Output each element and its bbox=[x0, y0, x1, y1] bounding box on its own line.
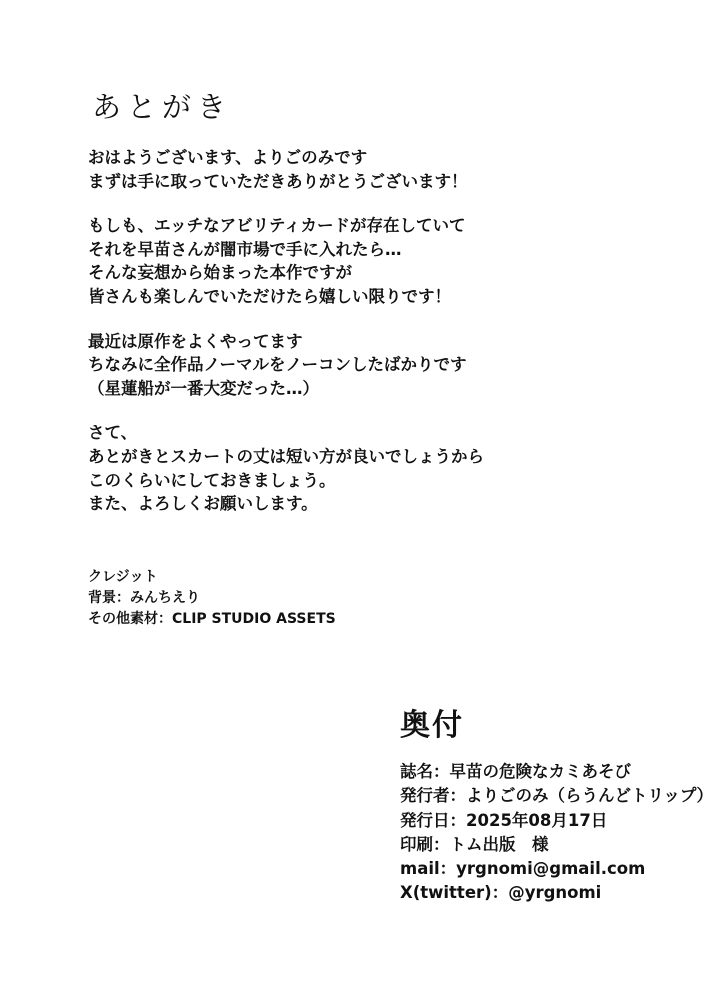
colophon-title: 奥付 bbox=[400, 708, 464, 743]
afterword-paragraph-2 bbox=[88, 214, 648, 308]
afterword-line: 皆さんも楽しんでいただけたら嬉しい限りです！ bbox=[88, 286, 451, 306]
afterword-line: それを早苗さんが闇市場で手に入れたら… bbox=[88, 239, 402, 259]
afterword-line: そんな妄想から始まった本作ですが bbox=[88, 263, 352, 283]
colophon-mail: mail：yrgnomi@gmail.com bbox=[400, 859, 646, 879]
afterword-line: このくらいにしておきましょう。 bbox=[88, 470, 336, 490]
credits-section bbox=[88, 567, 336, 630]
colophon-publisher: 発行者：よりごのみ（らうんどトリップ） bbox=[400, 786, 714, 806]
colophon-publish-date: 発行日：2025年08月17日 bbox=[400, 810, 608, 830]
afterword-paragraph-3 bbox=[88, 330, 648, 401]
afterword-line: （星蓮船が一番大変だった…） bbox=[88, 378, 319, 398]
afterword-body bbox=[88, 146, 648, 537]
afterword-line: あとがきとスカートの丈は短い方が良いでしょうから bbox=[88, 446, 484, 466]
colophon-book-title: 誌名：早苗の危険なカミあそび bbox=[400, 762, 631, 781]
colophon-section bbox=[400, 706, 713, 906]
afterword-line: おはようございます、よりごのみです bbox=[88, 148, 368, 167]
afterword-paragraph-1 bbox=[88, 146, 648, 193]
colophon-printer: 印刷：トム出版 様 bbox=[400, 834, 549, 854]
afterword-line: ちなみに全作品ノーマルをノーコンしたばかりです bbox=[88, 355, 467, 375]
afterword-title: あとがき bbox=[92, 90, 233, 124]
credit-background: 背景：みんちえり bbox=[88, 590, 200, 606]
afterword-paragraph-4 bbox=[88, 421, 648, 515]
afterword-line: また、よろしくお願いします。 bbox=[88, 494, 318, 514]
afterword-line: 最近は原作をよくやってます bbox=[88, 331, 303, 351]
afterword-line: もしも、エッチなアビリティカードが存在していて bbox=[88, 216, 466, 236]
credits-heading: クレジット bbox=[88, 569, 158, 585]
afterword-line: さて、 bbox=[88, 423, 138, 443]
afterword-line: まずは手に取っていただきありがとうございます！ bbox=[88, 171, 468, 191]
credit-other-assets: その他素材：CLIP STUDIO ASSETS bbox=[88, 611, 336, 627]
colophon-twitter: X(twitter)：@yrgnomi bbox=[400, 883, 602, 903]
